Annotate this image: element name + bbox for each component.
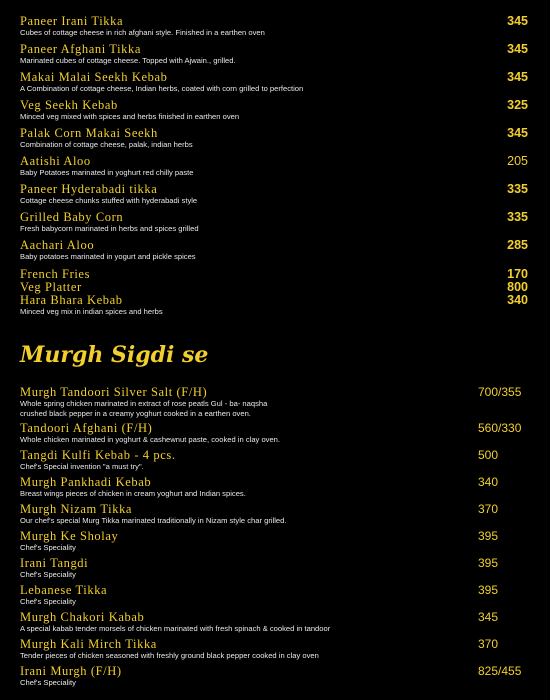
menu-item xyxy=(20,664,530,688)
item-price: 825/455 xyxy=(478,664,522,678)
menu-item xyxy=(20,556,530,580)
item-price: 800 xyxy=(507,280,528,294)
item-name: Veg Platter xyxy=(20,280,82,294)
item-price: 500 xyxy=(478,448,499,462)
item-price: 345 xyxy=(507,70,528,84)
item-name: Veg Seekh Kebab xyxy=(20,98,118,112)
item-description: Whole spring chicken marinated in extract of rose peatls Gul - ba- naqsha xyxy=(20,399,268,408)
item-price: 560/330 xyxy=(478,421,522,435)
item-name: Murgh Chakori Kabab xyxy=(20,610,145,624)
item-description: Chef's Speciality xyxy=(20,597,76,606)
item-name: Murgh Ke Sholay xyxy=(20,529,119,543)
menu-item xyxy=(20,448,530,472)
item-price: 395 xyxy=(478,556,499,570)
item-name: Murgh Pankhadi Kebab xyxy=(20,475,152,489)
menu-item xyxy=(20,583,530,607)
item-description: Combination of cottage cheese, palak, indian herbs xyxy=(20,140,193,149)
menu-item xyxy=(20,238,530,262)
item-description: Chef's Special invention "a must try". xyxy=(20,462,144,471)
item-price: 345 xyxy=(507,126,528,140)
item-description: Marinated cubes of cottage cheese. Topped with Ajwain., grilled. xyxy=(20,56,236,65)
menu-item xyxy=(20,280,530,294)
item-description: A special kabab tender morsels of chicken marinated with fresh spinach & cooked in tandoor xyxy=(20,624,331,633)
menu-item xyxy=(20,385,530,419)
item-description: Breast wings pieces of chicken in cream yoghurt and Indian spices. xyxy=(20,489,246,498)
item-description: Baby Potatoes marinated in yoghurt red chilly paste xyxy=(20,168,194,177)
item-description: Minced veg mixed with spices and herbs finished in earthen oven xyxy=(20,112,240,121)
menu-item xyxy=(20,267,530,281)
item-price: 395 xyxy=(478,583,499,597)
item-description: Chef's Speciality xyxy=(20,543,76,552)
item-name: Irani Murgh (F/H) xyxy=(20,664,122,678)
item-description: Chef's Speciality xyxy=(20,678,76,687)
item-description: Cubes of cottage cheese in rich afghani style. Finished in a earthen oven xyxy=(20,28,265,37)
menu-item xyxy=(20,14,530,38)
menu-item xyxy=(20,475,530,499)
item-price: 205 xyxy=(507,154,528,168)
item-name: Grilled Baby Corn xyxy=(20,210,124,224)
item-price: 325 xyxy=(507,98,528,112)
item-name: Tandoori Afghani (F/H) xyxy=(20,421,153,435)
menu-item xyxy=(20,182,530,206)
item-price: 345 xyxy=(507,14,528,28)
item-description: A Combination of cottage cheese, Indian herbs, coated with corn grilled to perfection xyxy=(20,84,304,93)
section-title: Murgh Sigdi se xyxy=(20,342,209,368)
item-price: 345 xyxy=(507,42,528,56)
item-description: Minced veg mix in indian spices and herbs xyxy=(20,307,163,316)
item-price: 700/355 xyxy=(478,385,522,399)
item-price: 340 xyxy=(478,475,499,489)
item-name: Paneer Irani Tikka xyxy=(20,14,124,28)
item-price: 345 xyxy=(478,610,499,624)
item-name: Lebanese Tikka xyxy=(20,583,108,597)
item-name: Hara Bhara Kebab xyxy=(20,293,123,307)
menu-item xyxy=(20,210,530,234)
menu-item xyxy=(20,421,530,445)
menu-item xyxy=(20,293,530,317)
item-price: 340 xyxy=(507,293,528,307)
item-name: Paneer Hyderabadi tikka xyxy=(20,182,158,196)
item-description: Whole chicken marinated in yoghurt & cashewnut paste, cooked in clay oven. xyxy=(20,435,281,444)
item-description-line2: crushed black pepper in a creamy yoghurt cooked in a earthen oven. xyxy=(20,409,251,418)
item-description: Baby potatoes marinated in yogurt and pickle spices xyxy=(20,252,196,261)
item-price: 395 xyxy=(478,529,499,543)
item-name: Palak Corn Makai Seekh xyxy=(20,126,158,140)
item-name: Paneer Afghani Tikka xyxy=(20,42,142,56)
item-price: 285 xyxy=(507,238,528,252)
item-description: Our chef's special Murg Tikka marinated traditionally in Nizam style char grilled. xyxy=(20,516,287,525)
item-description: Chef's Speciality xyxy=(20,570,76,579)
item-name: Aatishi Aloo xyxy=(20,154,91,168)
item-name: Murgh Nizam Tikka xyxy=(20,502,133,516)
item-name: Murgh Kali Mirch Tikka xyxy=(20,637,157,651)
item-name: Tangdi Kulfi Kebab - 4 pcs. xyxy=(20,448,176,462)
item-name: Murgh Tandoori Silver Salt (F/H) xyxy=(20,385,208,399)
menu-item xyxy=(20,126,530,150)
item-name: Makai Malai Seekh Kebab xyxy=(20,70,168,84)
item-price: 370 xyxy=(478,502,499,516)
menu-item xyxy=(20,529,530,553)
menu-item xyxy=(20,637,530,661)
menu-item xyxy=(20,502,530,526)
item-description: Fresh babycorn marinated in herbs and spices grilled xyxy=(20,224,199,233)
item-price: 335 xyxy=(507,182,528,196)
menu-item xyxy=(20,154,530,178)
item-name: Aachari Aloo xyxy=(20,238,95,252)
item-name: French Fries xyxy=(20,267,91,281)
menu-item xyxy=(20,98,530,122)
item-price: 335 xyxy=(507,210,528,224)
menu-item xyxy=(20,42,530,66)
menu-item xyxy=(20,70,530,94)
item-price: 170 xyxy=(507,267,528,281)
item-description: Cottage cheese chunks stuffed with hyderabadi style xyxy=(20,196,198,205)
menu-item xyxy=(20,610,530,634)
item-description: Tender pieces of chicken seasoned with freshly ground black pepper cooked in clay oven xyxy=(20,651,319,660)
item-name: Irani Tangdi xyxy=(20,556,89,570)
item-price: 370 xyxy=(478,637,499,651)
